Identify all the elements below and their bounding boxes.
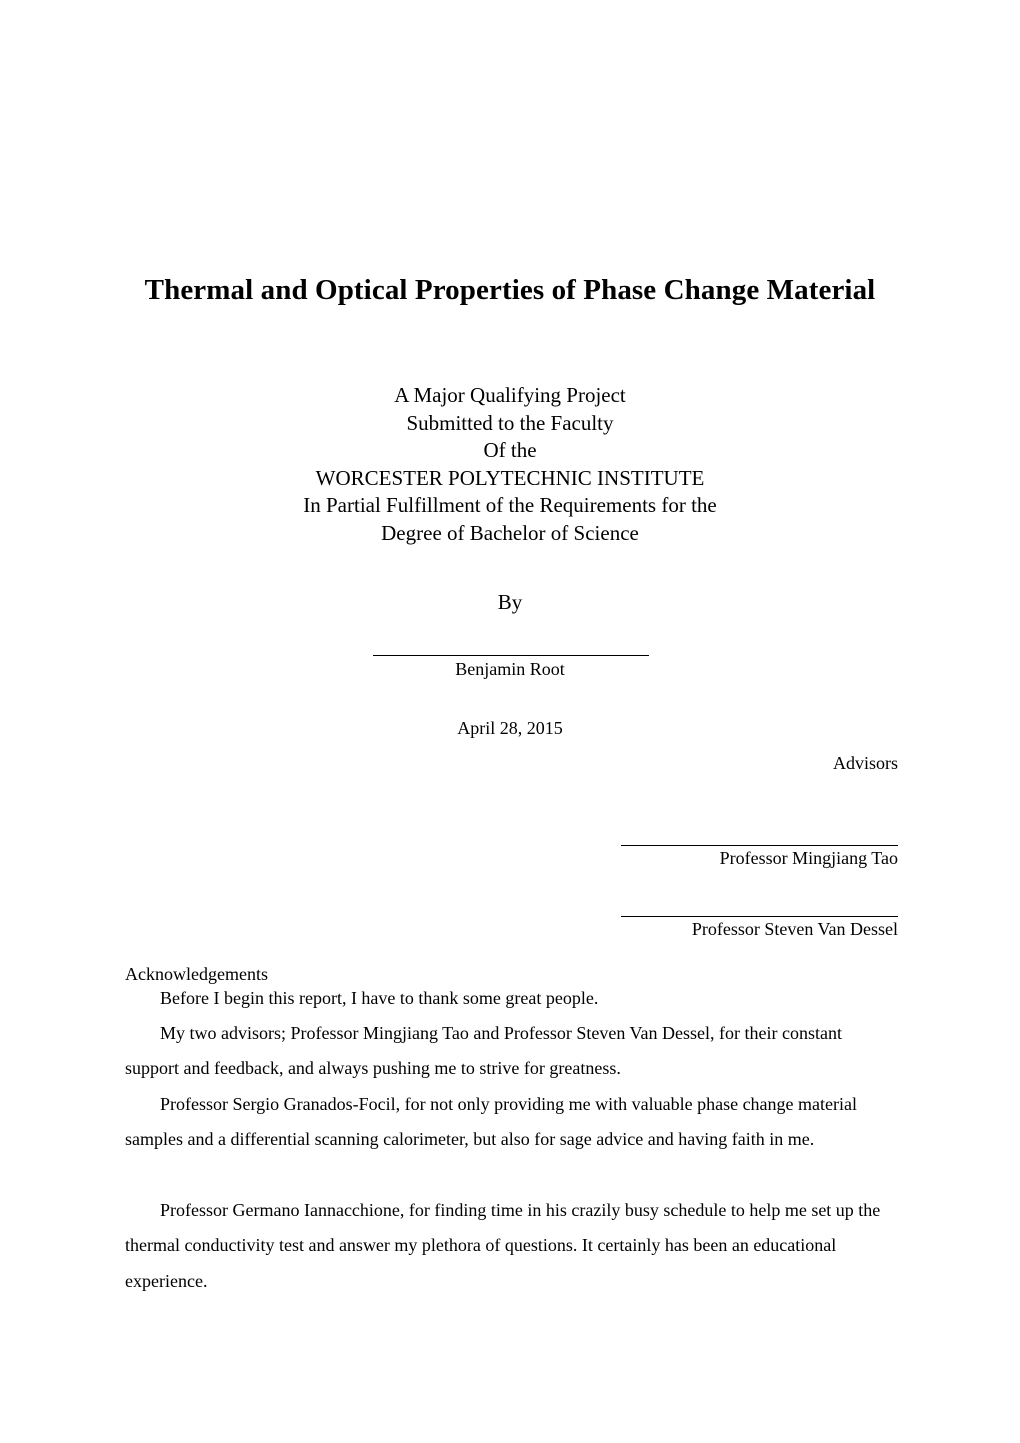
acknowledgements-heading: Acknowledgements <box>125 964 268 984</box>
document-title: Thermal and Optical Properties of Phase Change Material <box>144 274 876 306</box>
advisors-label: Advisors <box>832 753 898 773</box>
subtitle-line: Of the <box>483 438 537 463</box>
acknowledgement-paragraph: My two advisors; Professor Mingjiang Tao and Professor Steven Van Dessel, for their constant support and feedback, and always pushing me to strive for greatness. <box>125 1023 842 1079</box>
by-label: By <box>497 590 523 614</box>
subtitle-line: WORCESTER POLYTECHNIC INSTITUTE <box>315 465 705 490</box>
subtitle-line: Degree of Bachelor of Science <box>381 520 639 545</box>
author-signature-line <box>373 655 649 656</box>
submission-date: April 28, 2015 <box>457 718 563 738</box>
subtitle-line: A Major Qualifying Project <box>394 383 626 407</box>
advisor-signature-line <box>621 845 898 846</box>
author-name: Benjamin Root <box>455 659 565 679</box>
acknowledgement-paragraph: Professor Sergio Granados-Focil, for not only providing me with valuable phase change material samples and a differential scanning calorimeter, but also for sage advice and having faith in me. <box>125 1094 857 1150</box>
acknowledgement-paragraph: Professor Germano Iannacchione, for finding time in his crazily busy schedule to help me set up the thermal conductivity test and answer my plethora of questions. It certainly has been an educational experience. <box>125 1200 881 1291</box>
submission-statement <box>0 382 1020 548</box>
subtitle-line: In Partial Fulfillment of the Requirements for the <box>303 493 717 518</box>
subtitle-line: Submitted to the Faculty <box>406 410 614 435</box>
acknowledgement-paragraph: Before I begin this report, I have to thank some great people. <box>160 988 599 1008</box>
advisor-name: Professor Mingjiang Tao <box>719 848 898 868</box>
advisor-signature-line <box>621 916 898 917</box>
advisor-name: Professor Steven Van Dessel <box>691 919 898 939</box>
